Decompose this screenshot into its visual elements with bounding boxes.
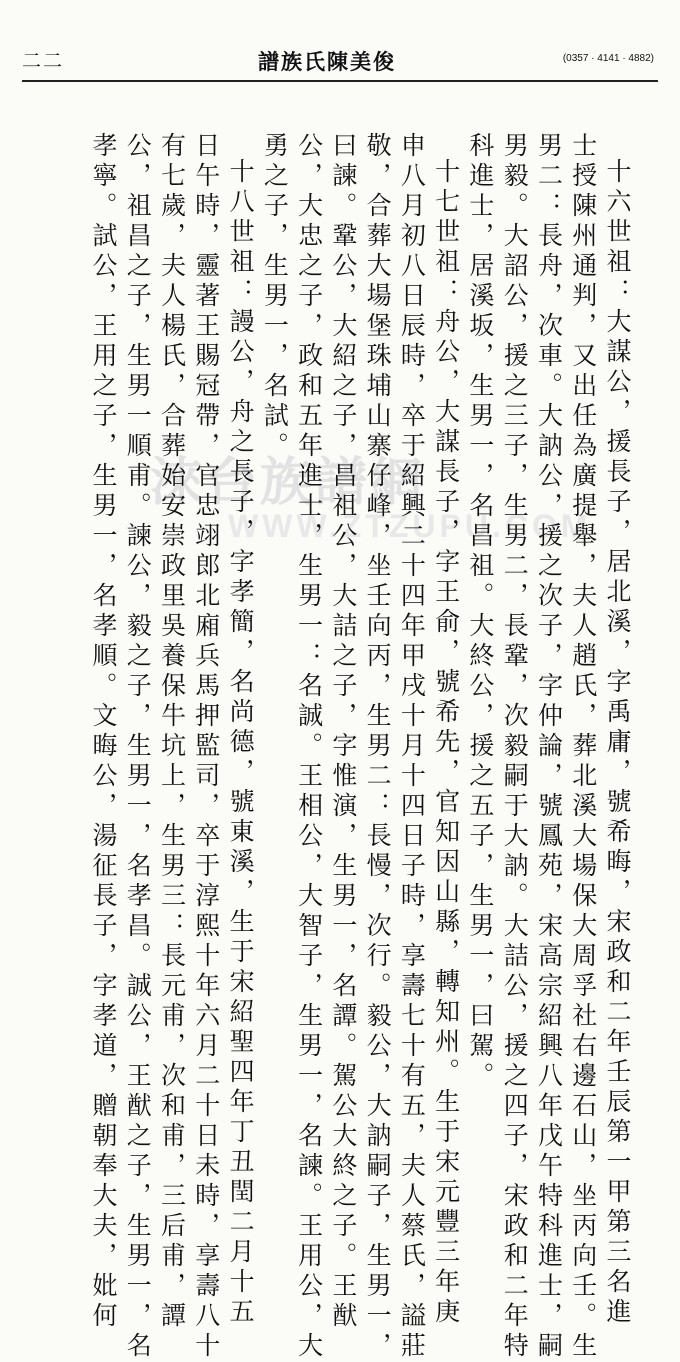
text-column: 敬，合葬大場堡珠埔山寨仔峰，坐壬向丙，生男二：長慢，次行。毅公，大訥嗣子，生男一，: [363, 132, 393, 1362]
text-column: 公，大忠之子，政和五年進士，生男一：名誠。王相公，大智子，生男一，名諫。王用公，大: [294, 132, 324, 1362]
text-column: 十六世祖：大謀公，援長子，居北溪，字禹庸，號希晦，宋政和二年壬辰第一甲第三名進: [602, 158, 632, 1328]
text-column: 曰諫。鞏公，大紹之子，昌祖公，大詰之子，字惟演，生男一，名譚。駕公大終之子。王猷: [328, 132, 358, 1332]
text-column: 士授陳州通判，又出任為廣提舉，夫人趙氏，葬北溪大場保大周孚社右邊石山，坐丙向壬。生: [568, 132, 598, 1362]
watermark-text: 淶台族譜網: [150, 452, 426, 513]
text-column: 公，祖昌之子，生男一順甫。諫公，毅之子，生男一，名孝昌。誠公，王猷之子，生男一，名: [123, 132, 153, 1362]
header-rule: [22, 80, 658, 82]
text-column: 十八世祖：謾公，舟之長子，字孝簡，名尚德，號東溪，生于宋紹聖四年丁丑閏二月十五: [226, 158, 256, 1328]
text-column: 科進士，居溪坂，生男一，名昌祖。大終公，援之五子，生男一，曰駕。: [465, 132, 495, 1092]
text-column: 勇之子，生男一，名試。: [260, 132, 290, 462]
watermark-url: WWW.ZTZUPU.COM: [228, 508, 592, 544]
text-column: 男毅。大詔公，援之三子，生男二，長鞏，次毅嗣于大訥。大詰公，援之四子，宋政和二年特: [500, 132, 530, 1362]
text-column: 日午時，靈著王賜冠帶，官忠翊郎北廂兵馬押監司，卒于淳熙十年六月二十日未時，享壽八十: [191, 132, 221, 1362]
text-column: 十七世祖：舟公，大謀長子，字王俞，號希先，官知因山縣，轉知州。生于宋元豐三年庚: [431, 158, 461, 1328]
page-number: 二二: [22, 50, 65, 72]
page-header: [22, 46, 658, 74]
text-column: 申八月初八日辰時，卒于紹興二十四年甲戌十月十四日子時，享壽七十有五，夫人蔡氏，謚莊: [397, 132, 427, 1362]
text-column: 孝寧。試公，王用之子，生男一，名孝順。文晦公，湯征長子，字孝道，贈朝奉大夫，妣何: [89, 132, 118, 1332]
text-column: 男二：長舟，次車。大訥公，援之次子，字仲論，號鳳苑，宋高宗紹興八年戊午特科進士，嗣: [534, 132, 564, 1362]
book-title: 譜族氏陳美俊: [258, 49, 396, 74]
genealogy-text: [89, 132, 632, 1362]
phone-number: (0357 · 4141 · 4882): [562, 53, 654, 64]
text-column: 有七歲，夫人楊氏，合葬始安崇政里吳養保牛坑上，生男三：長元甫，次和甫，三后甫，譚: [157, 132, 187, 1332]
